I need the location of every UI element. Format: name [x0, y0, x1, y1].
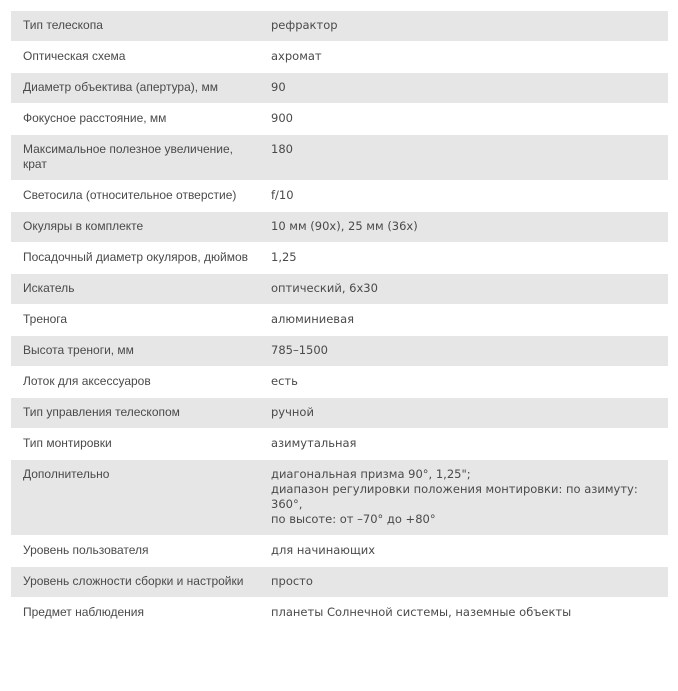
- table-row: [11, 429, 668, 460]
- spec-value: диагональная призма 90°, 1,25"; диапазон регулировки положения монтировки: по азимуту: 360°, по высоте: от –70° до +80°: [259, 460, 668, 536]
- spec-value: 1,25: [259, 243, 668, 274]
- table-row: [11, 598, 668, 629]
- spec-name: Тип телескопа: [11, 11, 259, 42]
- table-row: [11, 104, 668, 135]
- spec-value: для начинающих: [259, 536, 668, 567]
- spec-name: Оптическая схема: [11, 42, 259, 73]
- spec-value: ахромат: [259, 42, 668, 73]
- table-row: [11, 398, 668, 429]
- spec-value: 90: [259, 73, 668, 104]
- table-row: [11, 305, 668, 336]
- table-row: [11, 11, 668, 42]
- table-row: [11, 536, 668, 567]
- spec-value: планеты Солнечной системы, наземные объекты: [259, 598, 668, 629]
- spec-name: Уровень пользователя: [11, 536, 259, 567]
- spec-name: Максимальное полезное увеличение, крат: [11, 135, 259, 181]
- spec-name: Дополнительно: [11, 460, 259, 536]
- spec-name: Посадочный диаметр окуляров, дюймов: [11, 243, 259, 274]
- table-row: [11, 135, 668, 181]
- spec-name: Уровень сложности сборки и настройки: [11, 567, 259, 598]
- specifications-body: [11, 11, 668, 629]
- table-row: [11, 567, 668, 598]
- spec-value: оптический, 6x30: [259, 274, 668, 305]
- table-row: [11, 460, 668, 536]
- spec-name: Тип монтировки: [11, 429, 259, 460]
- spec-name: Диаметр объектива (апертура), мм: [11, 73, 259, 104]
- spec-value: 180: [259, 135, 668, 181]
- spec-value: 785–1500: [259, 336, 668, 367]
- spec-name: Фокусное расстояние, мм: [11, 104, 259, 135]
- spec-name: Предмет наблюдения: [11, 598, 259, 629]
- spec-value: алюминиевая: [259, 305, 668, 336]
- table-row: [11, 367, 668, 398]
- spec-value: f/10: [259, 181, 668, 212]
- table-row: [11, 243, 668, 274]
- spec-name: Искатель: [11, 274, 259, 305]
- spec-value: просто: [259, 567, 668, 598]
- table-row: [11, 181, 668, 212]
- table-row: [11, 274, 668, 305]
- table-row: [11, 42, 668, 73]
- table-row: [11, 212, 668, 243]
- spec-name: Светосила (относительное отверстие): [11, 181, 259, 212]
- table-row: [11, 336, 668, 367]
- spec-name: Высота треноги, мм: [11, 336, 259, 367]
- spec-value: 900: [259, 104, 668, 135]
- spec-value: азимутальная: [259, 429, 668, 460]
- specifications-table: [11, 11, 668, 629]
- spec-name: Лоток для аксессуаров: [11, 367, 259, 398]
- spec-name: Тренога: [11, 305, 259, 336]
- table-row: [11, 73, 668, 104]
- spec-name: Окуляры в комплекте: [11, 212, 259, 243]
- spec-value: 10 мм (90x), 25 мм (36x): [259, 212, 668, 243]
- spec-value: ручной: [259, 398, 668, 429]
- spec-value: есть: [259, 367, 668, 398]
- spec-value: рефрактор: [259, 11, 668, 42]
- spec-name: Тип управления телескопом: [11, 398, 259, 429]
